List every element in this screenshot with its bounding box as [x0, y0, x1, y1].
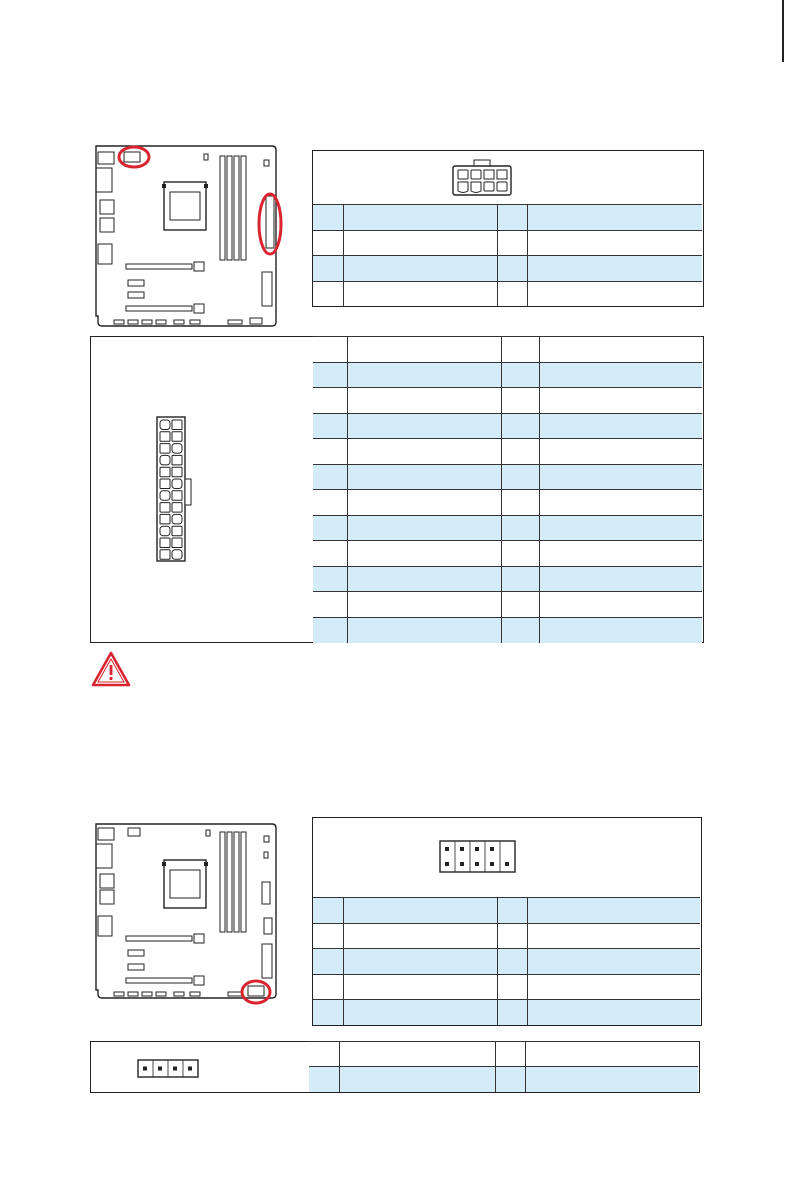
- pin-table-row: [313, 337, 702, 363]
- signal-name: [347, 337, 501, 363]
- signal-name: [347, 541, 501, 567]
- signal-name: [527, 1000, 700, 1026]
- pin-number: [497, 1000, 527, 1026]
- signal-name: [527, 256, 702, 282]
- header-4pin-panel: [90, 1041, 700, 1093]
- pin-table-row: [313, 439, 702, 465]
- signal-name: [343, 898, 497, 924]
- pin-table-row: [313, 949, 700, 975]
- pin-table-row: [313, 566, 702, 592]
- pin-table-8pin: [313, 204, 702, 307]
- signal-name: [539, 439, 702, 465]
- pin-number: [313, 413, 347, 439]
- pin-table-10pin: [313, 897, 700, 1025]
- pin-table-24pin: [313, 336, 702, 643]
- 4-pin-header-icon: [137, 1059, 201, 1079]
- signal-name: [539, 515, 702, 541]
- pin-number: [313, 337, 347, 363]
- pin-number: [501, 617, 539, 643]
- pin-table-row: [313, 490, 702, 516]
- signal-name: [343, 230, 497, 256]
- pin-number: [313, 617, 347, 643]
- pin-number: [501, 413, 539, 439]
- 24-pin-connector-icon: [155, 415, 193, 563]
- pin-number: [313, 949, 343, 975]
- pin-number: [501, 388, 539, 414]
- pin-table-4pin: [309, 1041, 698, 1092]
- signal-name: [527, 923, 700, 949]
- pin-table-row: [313, 617, 702, 643]
- connector-8pin-panel: [312, 150, 704, 307]
- pin-number: [313, 388, 347, 414]
- pin-number: [313, 256, 343, 282]
- signal-name: [539, 464, 702, 490]
- pin-table-row: [313, 464, 702, 490]
- pin-number: [497, 923, 527, 949]
- pin-table-row: [313, 413, 702, 439]
- signal-name: [525, 1042, 698, 1067]
- signal-name: [343, 923, 497, 949]
- signal-name: [527, 974, 700, 1000]
- pin-number: [313, 281, 343, 307]
- signal-name: [347, 362, 501, 388]
- pin-number: [313, 230, 343, 256]
- signal-name: [539, 490, 702, 516]
- pin-number: [501, 362, 539, 388]
- 10-pin-header-icon: [439, 840, 519, 874]
- pin-table-row: [313, 388, 702, 414]
- pin-number: [309, 1042, 339, 1067]
- warning-triangle-icon: [90, 650, 132, 688]
- pin-number: [497, 949, 527, 975]
- signal-name: [339, 1042, 495, 1067]
- signal-name: [343, 281, 497, 307]
- pin-table-row: [313, 362, 702, 388]
- pin-number: [501, 464, 539, 490]
- pin-number: [313, 923, 343, 949]
- signal-name: [539, 617, 702, 643]
- pin-number: [313, 974, 343, 1000]
- signal-name: [347, 515, 501, 541]
- pin-number: [501, 566, 539, 592]
- pin-number: [313, 362, 347, 388]
- signal-name: [539, 388, 702, 414]
- pin-number: [495, 1042, 525, 1067]
- pin-number: [313, 490, 347, 516]
- signal-name: [347, 439, 501, 465]
- pin-number: [313, 1000, 343, 1026]
- pin-table-row: [313, 256, 702, 282]
- motherboard-diagram-bottom: [84, 814, 284, 1010]
- pin-number: [313, 439, 347, 465]
- pin-number: [309, 1067, 339, 1092]
- signal-name: [347, 617, 501, 643]
- signal-name: [539, 337, 702, 363]
- pin-table-row: [313, 974, 700, 1000]
- pin-number: [501, 541, 539, 567]
- pin-number: [501, 515, 539, 541]
- pin-number: [501, 490, 539, 516]
- signal-name: [347, 566, 501, 592]
- signal-name: [343, 974, 497, 1000]
- signal-name: [539, 541, 702, 567]
- page-edge-line: [782, 0, 784, 62]
- connector-24pin-panel: [90, 336, 704, 643]
- motherboard-diagram-top: [84, 140, 284, 332]
- pin-number: [501, 337, 539, 363]
- pin-number: [313, 541, 347, 567]
- header-10pin-panel: [312, 817, 702, 1026]
- pin-number: [313, 592, 347, 618]
- 8-pin-connector-icon: [450, 159, 514, 197]
- signal-name: [347, 413, 501, 439]
- signal-name: [343, 256, 497, 282]
- pin-table-row: [313, 205, 702, 231]
- pin-number: [313, 515, 347, 541]
- pin-number: [313, 205, 343, 231]
- pin-number: [313, 464, 347, 490]
- signal-name: [525, 1067, 698, 1092]
- pin-number: [497, 256, 527, 282]
- pin-table-row: [309, 1067, 698, 1092]
- pin-number: [313, 898, 343, 924]
- pin-table-row: [313, 592, 702, 618]
- signal-name: [347, 592, 501, 618]
- pin-number: [497, 281, 527, 307]
- pin-number: [497, 974, 527, 1000]
- signal-name: [527, 898, 700, 924]
- pin-table-row: [313, 898, 700, 924]
- pin-table-row: [309, 1042, 698, 1067]
- pin-number: [313, 566, 347, 592]
- signal-name: [527, 205, 702, 231]
- pin-table-row: [313, 230, 702, 256]
- pin-number: [501, 592, 539, 618]
- signal-name: [347, 464, 501, 490]
- pin-number: [501, 439, 539, 465]
- pin-number: [497, 205, 527, 231]
- signal-name: [347, 388, 501, 414]
- pin-number: [495, 1067, 525, 1092]
- signal-name: [539, 362, 702, 388]
- pin-table-row: [313, 1000, 700, 1026]
- signal-name: [343, 949, 497, 975]
- signal-name: [339, 1067, 495, 1092]
- signal-name: [347, 490, 501, 516]
- signal-name: [539, 592, 702, 618]
- signal-name: [539, 413, 702, 439]
- pin-number: [497, 898, 527, 924]
- signal-name: [343, 1000, 497, 1026]
- signal-name: [343, 205, 497, 231]
- pin-number: [497, 230, 527, 256]
- pin-table-row: [313, 541, 702, 567]
- signal-name: [527, 949, 700, 975]
- signal-name: [527, 230, 702, 256]
- pin-table-row: [313, 281, 702, 307]
- signal-name: [539, 566, 702, 592]
- signal-name: [527, 281, 702, 307]
- pin-table-row: [313, 923, 700, 949]
- pin-table-row: [313, 515, 702, 541]
